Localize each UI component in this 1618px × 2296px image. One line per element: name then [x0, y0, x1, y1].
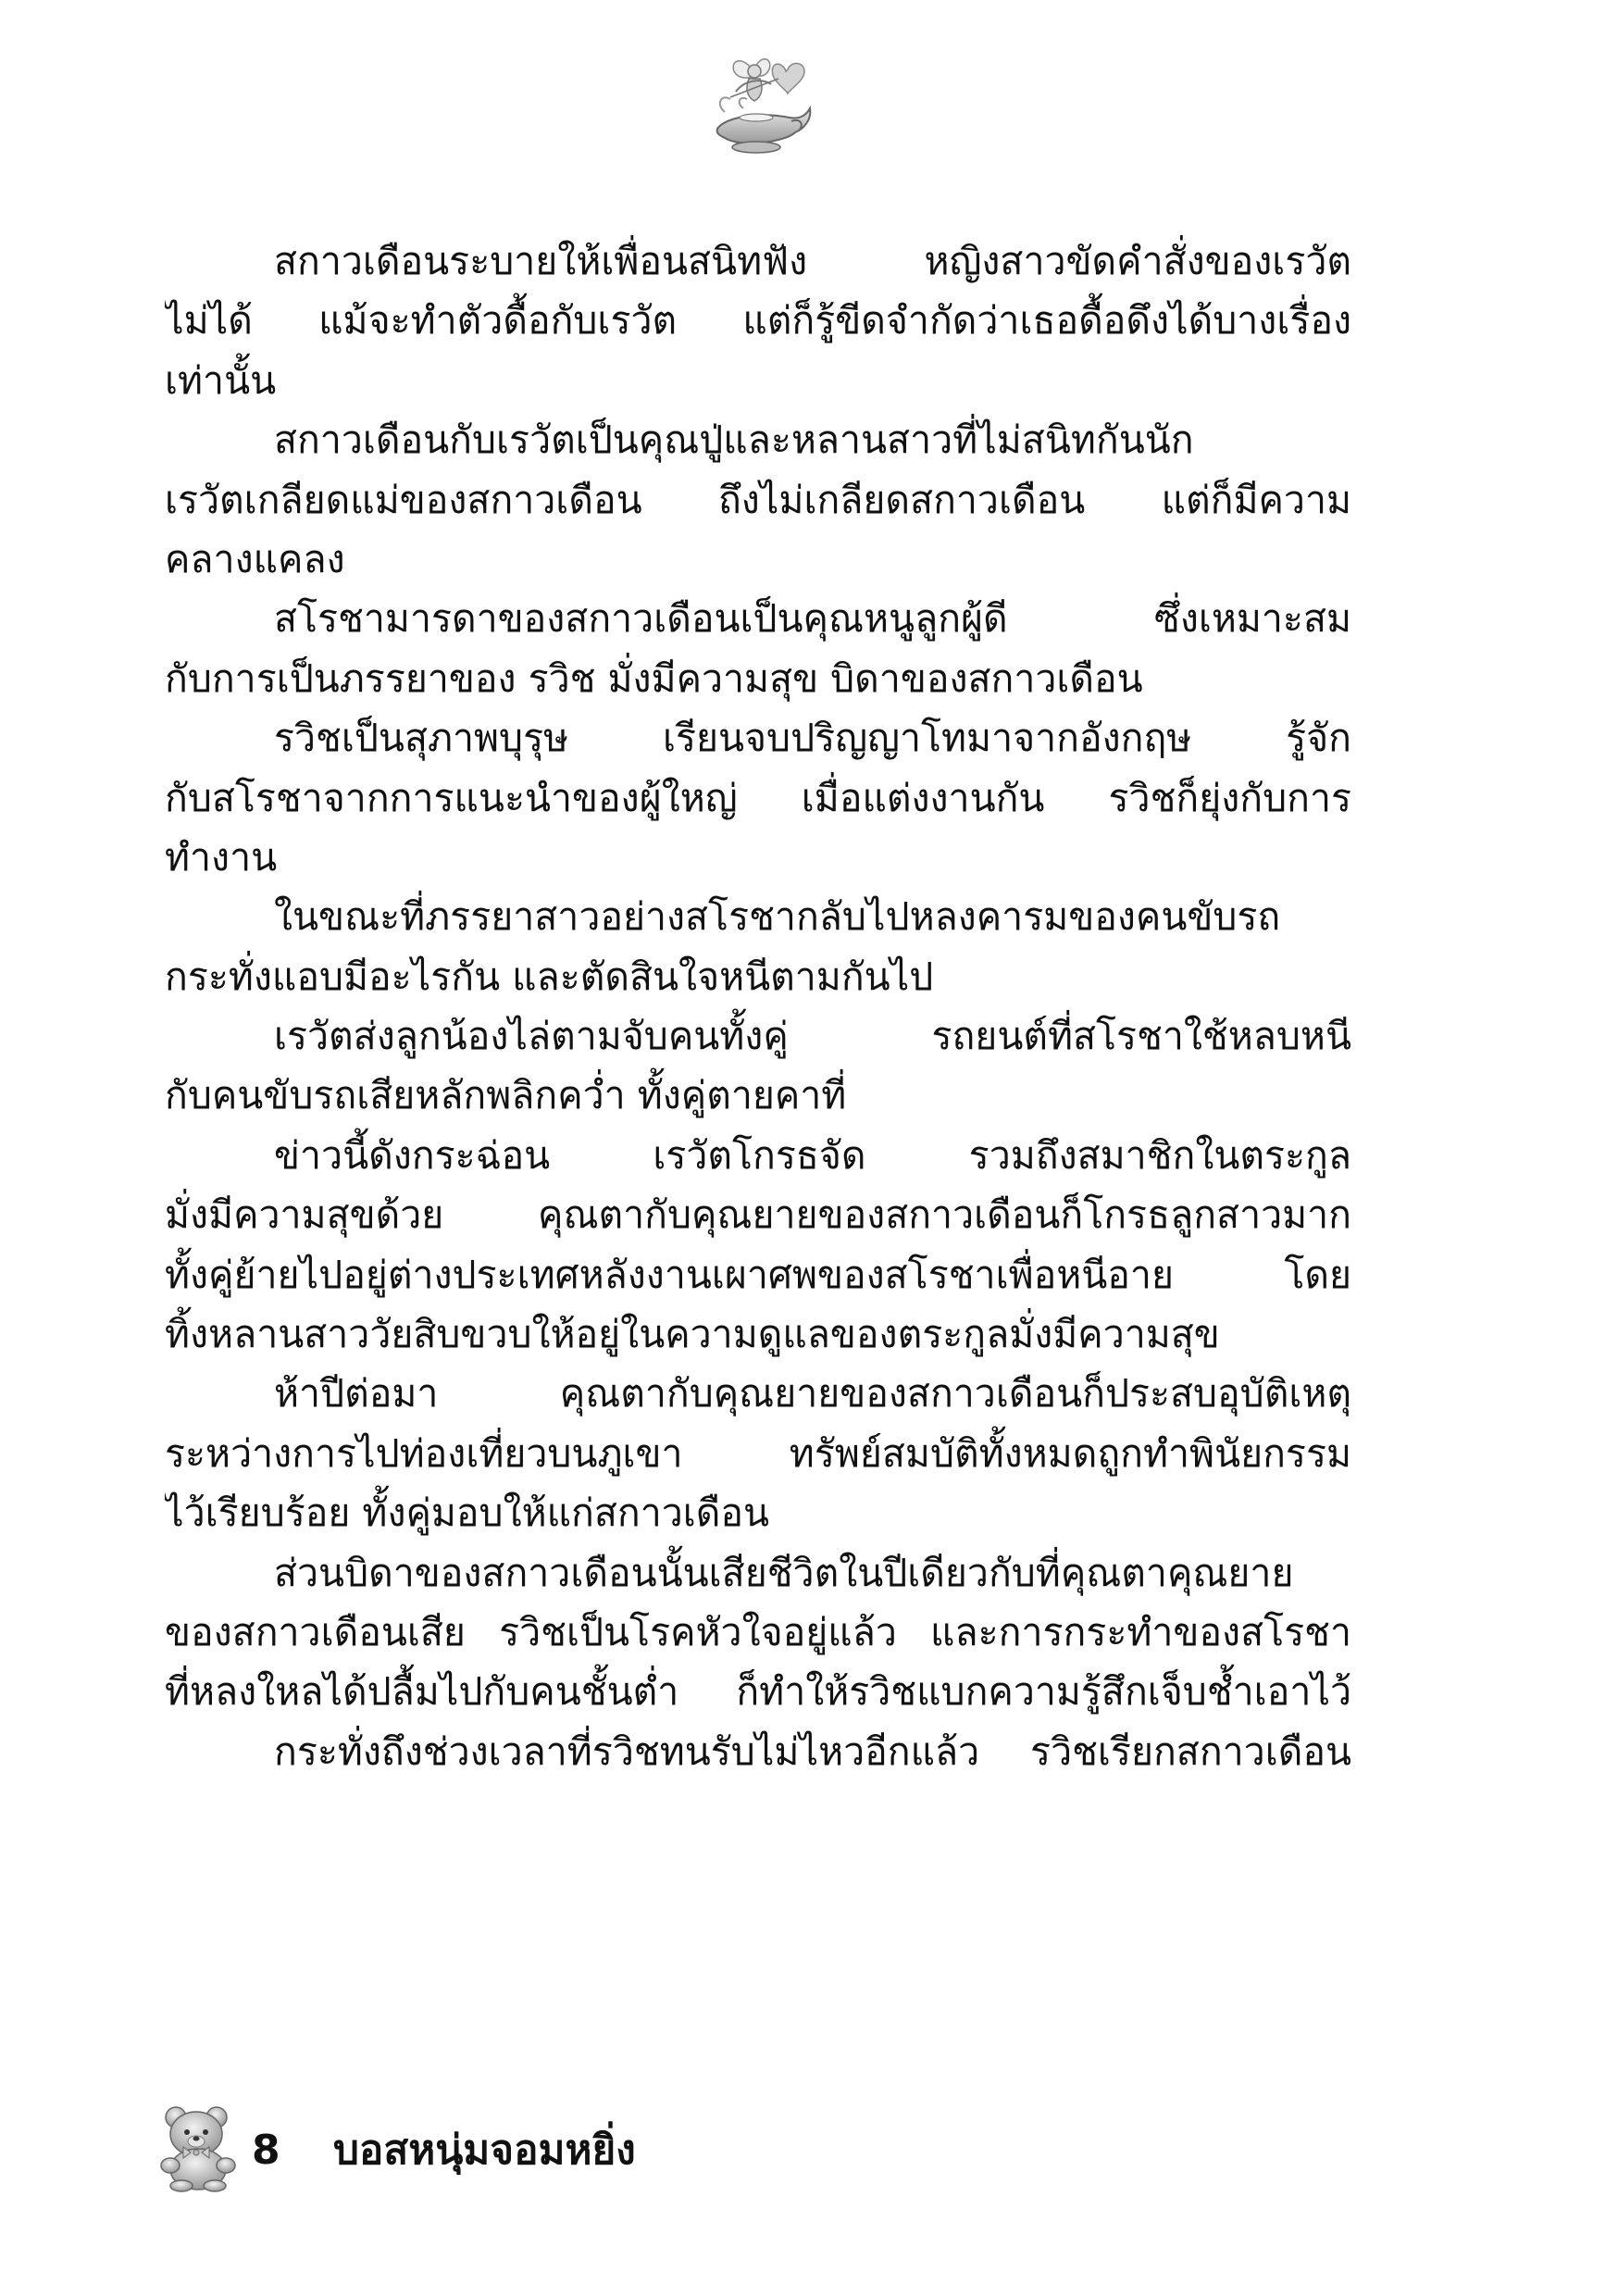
paragraph-line: มั่งมีความสุขด้วย คุณตากับคุณยายของสกาวเดือนก็โกรธลูกสาวมาก — [165, 1192, 1351, 1238]
paragraph-first-line: สกาวเดือนกับเรวัตเป็นคุณปู่และหลานสาวที่ไม่สนิทกันนัก — [274, 418, 1194, 463]
paragraph-line: กับคนขับรถเสียหลักพลิกคว่ำ ทั้งคู่ตายคาที่ — [165, 1073, 847, 1118]
paragraph-line: คลางแคลง — [165, 536, 345, 581]
paragraph-line: กระทั่งแอบมีอะไรกัน และตัดสินใจหนีตามกันไป — [165, 954, 934, 999]
paragraph-line: ไม่ได้ แม้จะทำตัวดื้อกับเรวัต แต่ก็รู้ขีดจำกัดว่าเธอดื้อดึงได้บางเรื่อง — [165, 298, 1351, 343]
paragraph-line: ของสกาวเดือนเสีย รวิชเป็นโรคหัวใจอยู่แล้ว และการกระทำของสโรชา — [165, 1609, 1351, 1654]
paragraph-line: ทั้งคู่ย้ายไปอยู่ต่างประเทศหลังงานเผาศพของสโรชาเพื่อหนีอาย โดย — [165, 1252, 1351, 1297]
paragraph-line: เรวัตเกลียดแม่ของสกาวเดือน ถึงไม่เกลียดสกาวเดือน แต่ก็มีความ — [165, 477, 1351, 522]
paragraph-line: เท่านั้น — [165, 357, 277, 403]
paragraph-first-line: ในขณะที่ภรรยาสาวอย่างสโรชากลับไปหลงคารมของคนขับรถ — [274, 894, 1281, 940]
paragraph-line: ที่หลงใหลได้ปลื้มไปกับคนชั้นต่ำ ก็ทำให้รวิชแบกความรู้สึกเจ็บช้ำเอาไว้ — [165, 1669, 1351, 1715]
paragraph-line: ทำงาน — [165, 834, 278, 880]
paragraph-first-line: ห้าปีต่อมา คุณตากับคุณยายของสกาวเดือนก็ประสบอุบัติเหตุ — [274, 1371, 1351, 1416]
paragraph-line: กับสโรชาจากการแนะนำของผู้ใหญ่ เมื่อแต่งงานกัน รวิชก็ยุ่งกับการ — [165, 775, 1351, 820]
paragraph-first-line: สโรชามารดาของสกาวเดือนเป็นคุณหนูลูกผู้ดี ซึ่งเหมาะสม — [274, 596, 1351, 642]
paragraph-line: ระหว่างการไปท่องเที่ยวบนภูเขา ทรัพย์สมบัติทั้งหมดถูกทำพินัยกรรม — [165, 1430, 1351, 1476]
book-title: บอสหนุ่มจอมหยิ่ง — [333, 2127, 636, 2174]
paragraph-line: ทิ้งหลานสาววัยสิบขวบให้อยู่ในความดูแลของตระกูลมั่งมีความสุข — [165, 1312, 1220, 1357]
paragraph-line: ไว้เรียบร้อย ทั้งคู่มอบให้แก่สกาวเดือน — [165, 1491, 770, 1536]
paragraph-first-line: กระทั่งถึงช่วงเวลาที่รวิชทนรับไม่ไหวอีกแล้ว รวิชเรียกสกาวเดือน — [274, 1728, 1351, 1774]
paragraph-first-line: รวิชเป็นสุภาพบุรุษ เรียนจบปริญญาโทมาจากอังกฤษ รู้จัก — [274, 716, 1351, 761]
paragraph-line: กับการเป็นภรรยาของ รวิช มั่งมีความสุข บิดาของสกาวเดือน — [165, 655, 1143, 701]
cupid-lamp-icon — [708, 51, 815, 160]
paragraph-first-line: ข่าวนี้ดังกระฉ่อน เรวัตโกรธจัด รวมถึงสมาชิกในตระกูล — [274, 1132, 1351, 1178]
paragraph-first-line: เรวัตส่งลูกน้องไล่ตามจับคนทั้งคู่ รถยนต์ที่สโรชาใช้หลบหนี — [274, 1014, 1351, 1059]
paragraph-first-line: ส่วนบิดาของสกาวเดือนนั้นเสียชีวิตในปีเดียวกับที่คุณตาคุณยาย — [274, 1550, 1294, 1595]
page-footer — [157, 2097, 805, 2199]
teddy-bear-icon — [157, 2104, 243, 2192]
body-text — [165, 231, 1351, 1781]
paragraph-first-line: สกาวเดือนระบายให้เพื่อนสนิทฟัง หญิงสาวขัดคำสั่งของเรวัต — [274, 239, 1351, 283]
page-number: 8 — [252, 2127, 280, 2174]
